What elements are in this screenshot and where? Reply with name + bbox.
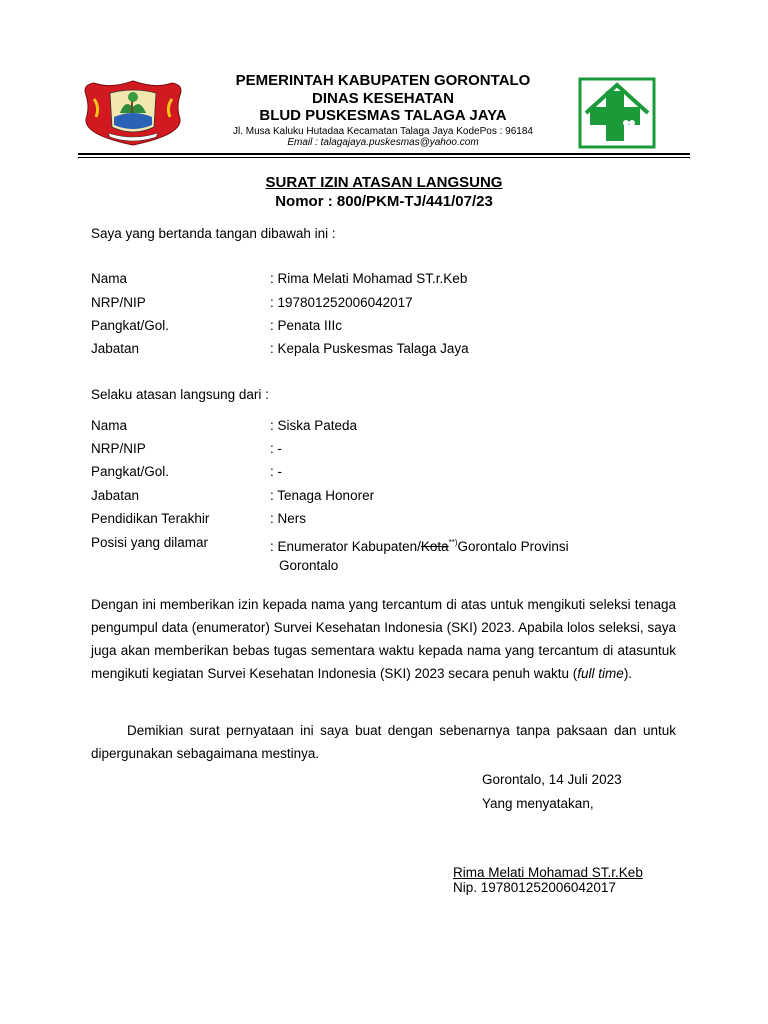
letter-number: Nomor : 800/PKM-TJ/441/07/23 bbox=[275, 193, 493, 210]
letterhead-government: PEMERINTAH KABUPATEN GORONTALO bbox=[235, 72, 531, 89]
signer-value-rank: : Penata IIIc bbox=[270, 318, 343, 333]
signer-value-position: : Kepala Puskesmas Talaga Jaya bbox=[270, 341, 469, 356]
intro-text: Saya yang bertanda tangan dibawah ini : bbox=[91, 226, 336, 241]
subordinate-intro: Selaku atasan langsung dari : bbox=[91, 387, 269, 402]
letterhead-thick-rule bbox=[78, 153, 690, 155]
letter-title: SURAT IZIN ATASAN LANGSUNG bbox=[265, 174, 503, 191]
place-date: Gorontalo, 14 Juli 2023 bbox=[482, 772, 622, 787]
sub-value-applied-position bbox=[270, 534, 569, 556]
signer-label-rank: Pangkat/Gol. bbox=[91, 318, 170, 333]
body-paragraph-italic: full time bbox=[577, 666, 624, 681]
sub-label-position: Jabatan bbox=[91, 488, 140, 503]
signer-label-name: Nama bbox=[91, 271, 128, 286]
signer-value-nip: : 197801252006042017 bbox=[270, 295, 413, 310]
sub-value-name: : Siska Pateda bbox=[270, 418, 358, 433]
letterhead-institution: BLUD PUSKESMAS TALAGA JAYA bbox=[259, 107, 507, 124]
signer-label-position: Jabatan bbox=[91, 341, 140, 356]
sub-value-applied-position-line2: Gorontalo bbox=[279, 558, 339, 573]
letterhead-thin-rule bbox=[78, 157, 690, 158]
sub-value-education: : Ners bbox=[270, 511, 307, 526]
applied-position-struck: Kota bbox=[420, 539, 449, 554]
sub-label-name: Nama bbox=[91, 418, 128, 433]
letterhead-address: Jl. Musa Kaluku Hutadaa Kecamatan Talaga Jaya KodePos : 96184 bbox=[232, 126, 533, 137]
body-paragraph-end: ). bbox=[623, 666, 633, 681]
signer-label-nip: NRP/NIP bbox=[91, 295, 146, 310]
regency-emblem-icon bbox=[80, 77, 186, 147]
sub-label-rank: Pangkat/Gol. bbox=[91, 464, 170, 479]
letterhead-email: Email : talagajaya.puskesmas@yahoo.com bbox=[287, 137, 479, 148]
declarant-label: Yang menyatakan, bbox=[482, 796, 594, 811]
applied-position-part-b: Gorontalo Provinsi bbox=[457, 539, 569, 554]
sub-value-position: : Tenaga Honorer bbox=[270, 488, 375, 503]
sub-label-nip: NRP/NIP bbox=[91, 441, 146, 456]
sub-value-rank: : - bbox=[270, 464, 282, 479]
signature-nip: Nip. 197801252006042017 bbox=[453, 880, 616, 895]
puskesmas-cross-icon bbox=[578, 77, 656, 149]
applied-position-part-a: : Enumerator Kabupaten/ bbox=[270, 539, 421, 554]
signer-value-name: : Rima Melati Mohamad ST.r.Keb bbox=[270, 271, 468, 286]
sub-label-education: Pendidikan Terakhir bbox=[91, 511, 210, 526]
sub-label-applied-position: Posisi yang dilamar bbox=[91, 535, 209, 550]
applied-position-footnote-mark: **) bbox=[448, 538, 458, 547]
closing-paragraph: Demikian surat pernyataan ini saya buat dengan sebenarnya tanpa paksaan dan untuk dipergunakan sebagaimana mestinya. bbox=[91, 723, 676, 761]
body-paragraph bbox=[91, 593, 676, 685]
body-paragraph-text: Dengan ini memberikan izin kepada nama yang tercantum di atas untuk mengikuti seleksi tenaga pengumpul data (enumerator) Survei Kesehatan Indonesia (SKI) 2023. Apabila lolos seleksi, saya juga akan memberikan bebas tugas sementara waktu kepada nama yang tercantum di atasuntuk mengikuti kegiatan Survei Kesehatan Indonesia (SKI) 2023 secara penuh waktu ( bbox=[91, 597, 676, 681]
sub-value-nip: : - bbox=[270, 441, 282, 456]
signature-name: Rima Melati Mohamad ST.r.Keb bbox=[453, 865, 643, 880]
letterhead-department: DINAS KESEHATAN bbox=[312, 90, 454, 107]
